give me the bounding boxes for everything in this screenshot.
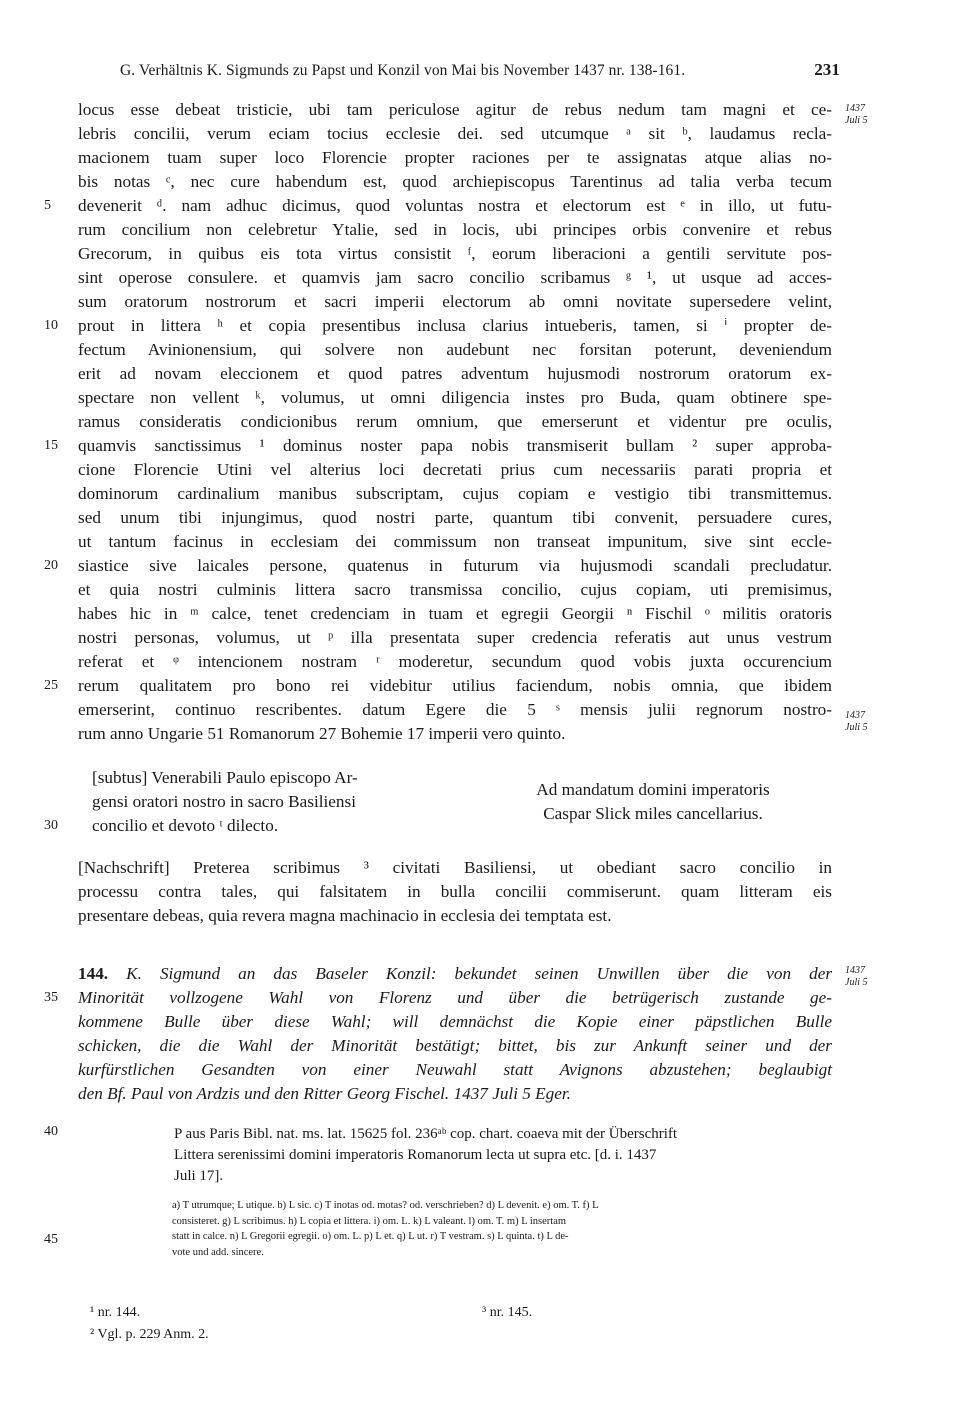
chancery-line: Caspar Slick miles cancellarius. xyxy=(543,804,763,823)
footnote: ¹ nr. 144. xyxy=(90,1305,141,1320)
body-line: emerserint, continuo rescribentes. datum Egere die 5 ˢ mensis julii regnorum nostro- xyxy=(78,700,832,719)
body-line: ramus consideratis condicionibus rerum omnium, que emerserunt et videntur pre oculis, xyxy=(78,412,832,431)
address-block xyxy=(92,766,452,838)
line-number: 15 xyxy=(44,438,58,453)
regest-line: kommene Bulle über diese Wahl; will demnächst die Kopie einer päpstlichen Bulle xyxy=(78,1012,832,1031)
critical-apparatus xyxy=(172,1198,838,1260)
body-line: devenerit ᵈ. nam adhuc dicimus, quod voluntas nostra et electorum est ᵉ in illo, ut futu- xyxy=(78,196,832,215)
source-description xyxy=(174,1124,838,1187)
body-line: siastice sive laicales persone, quatenus in futurum via hujusmodi scandali precludatur. xyxy=(78,556,832,575)
line-number: 10 xyxy=(44,318,58,333)
body-line: lebris concilii, verum eciam tocius ecclesie dei. sed utcumque ᵃ sit ᵇ, laudamus recla- xyxy=(78,124,832,143)
line-number: 40 xyxy=(44,1124,58,1139)
body-line: rum concilium non celebretur Ytalie, sed in locis, ubi principes orbis convenire et rebus xyxy=(78,220,832,239)
postscript xyxy=(78,856,832,928)
margin-date: 1437 Juli 5 xyxy=(845,710,868,733)
body-line: macionem tuam super loco Florencie propter raciones per te assignatas atque alias no- xyxy=(78,148,832,167)
regest-line: K. Sigmund an das Baseler Konzil: bekundet seinen Unwillen über die von der xyxy=(126,964,833,983)
body-line: nostri personas, volumus, ut ᵖ illa presentata super credencia referatis aut unus vestrum xyxy=(78,628,832,647)
chancery-note xyxy=(468,778,838,826)
page-number: 231 xyxy=(814,60,840,79)
body-line: sed unum tibi injungimus, quod nostri parte, quantum tibi convenit, persuadere cures, xyxy=(78,508,832,527)
running-header xyxy=(120,62,840,84)
body-line: quamvis sanctissimus ¹ dominus noster papa nobis transmiserit bullam ² super approba- xyxy=(78,436,832,455)
body-line: erit ad novam eleccionem et quod patres adventum hujusmodi nostrorum oratorum ex- xyxy=(78,364,832,383)
address-line: gensi oratori nostro in sacro Basiliensi xyxy=(92,792,356,811)
line-number: 5 xyxy=(44,198,51,213)
margin-date: 1437 Juli 5 xyxy=(845,103,868,126)
source-line: Littera serenissimi domini imperatoris Romanorum lecta ut supra etc. [d. i. 1437 xyxy=(174,1147,657,1163)
document-regest xyxy=(78,962,832,1106)
body-line: sum oratorum nostrorum et sacri imperii electorum ab omni novitate supersedere velint, xyxy=(78,292,832,311)
body-line: ut tantum facinus in ecclesiam dei commissum non transeat impunitum, sive sint eccle- xyxy=(78,532,832,551)
line-number: 30 xyxy=(44,818,58,833)
body-line: rum anno Ungarie 51 Romanorum 27 Bohemie 17 imperii vero quinto. xyxy=(78,724,566,743)
footnote: ³ nr. 145. xyxy=(482,1305,533,1320)
footnotes-left xyxy=(90,1302,209,1346)
source-line: Juli 17]. xyxy=(174,1168,224,1184)
body-line: Grecorum, in quibus eis tota virtus consistit ᶠ, eorum liberacioni a gentili servitute pos- xyxy=(78,244,832,263)
body-line: sint operose consulere. et quamvis jam sacro concilio scribamus ᵍ ¹, ut usque ad acces- xyxy=(78,268,832,287)
apparatus-line: vote und add. sincere. xyxy=(172,1246,264,1258)
apparatus-line: consisteret. g) L scribimus. h) L copia et littera. i) om. L. k) L valeant. l) om. T. m) L insertam xyxy=(172,1215,567,1227)
line-number: 45 xyxy=(44,1232,58,1247)
header-title: G. Verhältnis K. Sigmunds zu Papst und Konzil von Mai bis November 1437 nr. 138-161. xyxy=(120,62,686,79)
address-line: [subtus] Venerabili Paulo episcopo Ar- xyxy=(92,768,358,787)
body-line: locus esse debeat tristicie, ubi tam periculose agitur de rebus nedum tam magni et ce- xyxy=(78,100,832,119)
regest-line: schicken, die die Wahl der Minorität bestätigt; bittet, bis zur Ankunft seiner und der xyxy=(78,1036,832,1055)
body-line: referat et ᵠ intencionem nostram ʳ moderetur, secundum quod vobis juxta occurencium xyxy=(78,652,832,671)
apparatus-line: statt in calce. n) L Gregorii egregii. o) om. L. p) L et. q) L ut. r) T vestram. s) L quinta. t) L de- xyxy=(172,1231,569,1242)
line-number: 20 xyxy=(44,558,58,573)
source-line: P aus Paris Bibl. nat. ms. lat. 15625 fol. 236ᵃᵇ cop. chart. coaeva mit der Überschrift xyxy=(174,1126,678,1142)
body-line: fectum Avinionensium, qui solvere non audebunt nec forsitan poterunt, deveniendum xyxy=(78,340,832,359)
postscript-line: [Nachschrift] Preterea scribimus ³ civitati Basiliensi, ut obediant sacro concilio in xyxy=(78,858,832,877)
body-line: bis notas ᶜ, nec cure habendum est, quod archiepiscopus Tarentinus ad talia verba tecum xyxy=(78,172,832,191)
postscript-line: presentare debeas, quia revera magna machinacio in ecclesia dei temptata est. xyxy=(78,906,612,925)
line-number: 25 xyxy=(44,678,58,693)
body-line: prout in littera ʰ et copia presentibus inclusa clarius intueberis, tamen, si ⁱ propter de- xyxy=(78,316,832,335)
apparatus-line: a) T utrumque; L utique. b) L sic. c) T inotas od. motas? od. verschrieben? d) L devenit. e) om. T. f) L xyxy=(172,1200,599,1211)
line-number: 35 xyxy=(44,990,58,1005)
body-line: cione Florencie Utini vel alterius loci decretati prius cum necessariis parati propria et xyxy=(78,460,832,479)
document-number: 144. xyxy=(78,964,109,983)
footnote: ² Vgl. p. 229 Anm. 2. xyxy=(90,1327,209,1342)
regest-line: den Bf. Paul von Ardzis und den Ritter Georg Fischel. 1437 Juli 5 Eger. xyxy=(78,1084,571,1103)
margin-date: 1437 Juli 5 xyxy=(845,965,868,988)
address-line: concilio et devoto ᵗ dilecto. xyxy=(92,816,279,835)
body-line: spectare non vellent ᵏ, volumus, ut omni diligencia instes pro Buda, quam obtinere spe- xyxy=(78,388,832,407)
postscript-line: processu contra tales, qui falsitatem in bulla concilii commiserunt. quam litteram eis xyxy=(78,882,832,901)
body-line: et quia nostri culminis littera sacro transmissa concilio, cujus copiam, uti premisimus, xyxy=(78,580,832,599)
body-line: rerum qualitatem pro bono rei videbitur utilius faciendum, nobis omnia, que ibidem xyxy=(78,676,832,695)
chancery-line: Ad mandatum domini imperatoris xyxy=(536,780,770,799)
regest-line: kurfürstlichen Gesandten von einer Neuwahl statt Avignons abzustehen; beglaubigt xyxy=(78,1060,832,1079)
body-line: dominorum cardinalium manibus subscriptam, cujus copiam e vestigio tibi transmittemus. xyxy=(78,484,832,503)
footnotes-right xyxy=(482,1302,532,1324)
regest-line: Minorität vollzogene Wahl von Florenz und über die betrügerisch zustande ge- xyxy=(78,988,832,1007)
body-line: habes hic in ᵐ calce, tenet credenciam in tuam et egregii Georgii ⁿ Fischil ᵒ militis oratoris xyxy=(78,604,832,623)
